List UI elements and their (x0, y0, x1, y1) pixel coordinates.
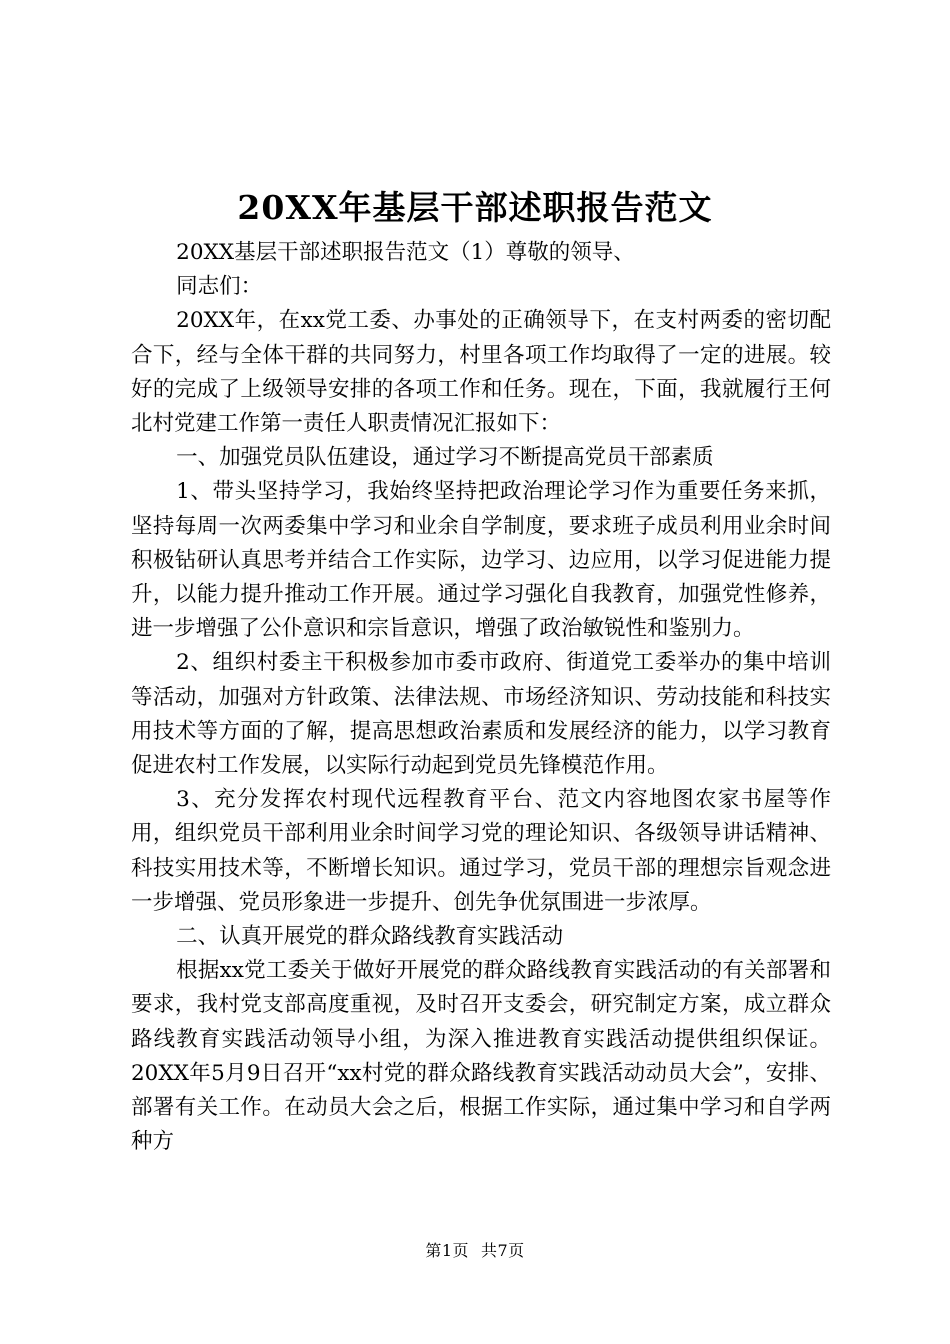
document-title: 20XX年基层干部述职报告范文 (237, 188, 713, 227)
paragraph-section-2: 根据xx党工委关于做好开展党的群众路线教育实践活动的有关部署和要求，我村党支部高度重视，及时召开支委会，研究制定方案，成立群众路线教育实践活动领导小组，为深入推进教育实践活动提供组织保证。20XX年5月9日召开“xx村党的群众路线教育实践活动动员大会”，安排、部署有关工作。在动员大会之后，根据工作实际，通过集中学习和自学两种方 (131, 958, 831, 1155)
page-footer (0, 1240, 950, 1262)
paragraph-greeting: 同志们： (176, 274, 263, 300)
paragraph-intro: 20XX年，在xx党工委、办事处的正确领导下，在支村两委的密切配合下，经与全体干群的共同努力，村里各项工作均取得了一定的进展。较好的完成了上级领导安排的各项工作和任务。现在，下面，我就履行王何北村党建工作第一责任人职责情况汇报如下： (131, 308, 831, 437)
paragraph-salutation: 20XX基层干部述职报告范文（1）尊敬的领导、 (176, 240, 635, 265)
page-number: 第1页 (425, 1241, 469, 1260)
section-heading-1: 一、加强党员队伍建设，通过学习不断提高党员干部素质 (176, 445, 714, 471)
paragraph-item-3: 3、充分发挥农村现代远程教育平台、范文内容地图农家书屋等作用，组织党员干部利用业余时间学习党的理论知识、各级领导讲话精神、科技实用技术等，不断增长知识。通过学习，党员干部的理想宗旨观念进一步增强、党员形象进一步提升、创先争优氛围进一步浓厚。 (131, 787, 831, 915)
document-body (131, 236, 831, 1159)
paragraph-item-2: 2、组织村委主干积极参加市委市政府、街道党工委举办的集中培训等活动，加强对方针政策、法律法规、市场经济知识、劳动技能和科技实用技术等方面的了解，提高思想政治素质和发展经济的能力，以学习教育促进农村工作发展，以实际行动起到党员先锋模范作用。 (131, 650, 831, 779)
page-total: 共7页 (481, 1241, 525, 1260)
paragraph-item-1: 1、带头坚持学习，我始终坚持把政治理论学习作为重要任务来抓，坚持每周一次两委集中学习和业余自学制度，要求班子成员利用业余时间积极钻研认真思考并结合工作实际，边学习、边应用，以学习促进能力提升，以能力提升推动工作开展。通过学习强化自我教育，加强党性修养，进一步增强了公仆意识和宗旨意识，增强了政治敏锐性和鉴别力。 (131, 479, 831, 642)
section-heading-2: 二、认真开展党的群众路线教育实践活动 (176, 924, 564, 950)
